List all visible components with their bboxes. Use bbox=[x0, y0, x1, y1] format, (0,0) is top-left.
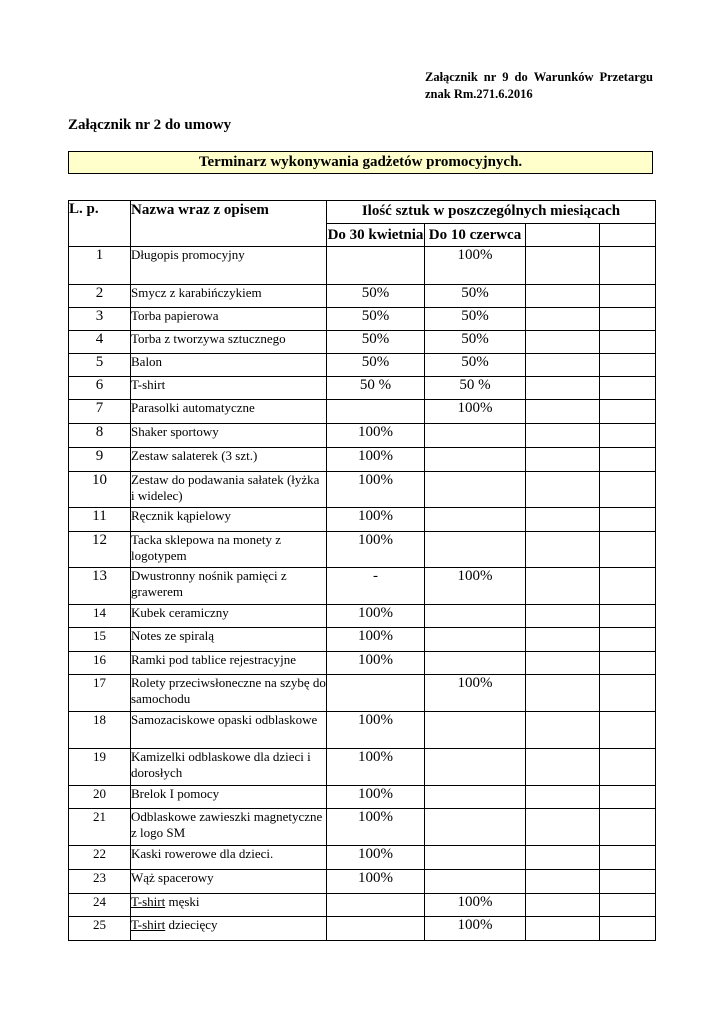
item-name: Wąż spacerowy bbox=[131, 870, 327, 894]
word: Załącznik bbox=[425, 70, 478, 84]
attachment-reference bbox=[425, 69, 653, 103]
table-row bbox=[69, 870, 656, 894]
month-1-value: 100% bbox=[327, 870, 425, 894]
item-name: Notes ze spiralą bbox=[131, 628, 327, 652]
item-name: Tacka sklepowa na monety z logotypem bbox=[131, 532, 327, 568]
month-1-value: 100% bbox=[327, 652, 425, 675]
month-1-value: 100% bbox=[327, 749, 425, 786]
table-row bbox=[69, 308, 656, 331]
month-2-value bbox=[425, 786, 526, 809]
month-1-value bbox=[327, 675, 425, 712]
empty-cell bbox=[526, 400, 600, 424]
table-row bbox=[69, 894, 656, 917]
item-name: Kamizelki odblaskowe dla dzieci i dorosłych bbox=[131, 749, 327, 786]
item-name: Shaker sportowy bbox=[131, 424, 327, 448]
month-1-value: 100% bbox=[327, 786, 425, 809]
month-1-value: 50% bbox=[327, 354, 425, 377]
table-row bbox=[69, 448, 656, 472]
month-2-value: 100% bbox=[425, 568, 526, 605]
row-number: 3 bbox=[69, 308, 131, 331]
month-2-value: 50 % bbox=[425, 377, 526, 400]
row-number: 21 bbox=[69, 809, 131, 846]
month-1-value: 100% bbox=[327, 472, 425, 508]
row-number: 2 bbox=[69, 285, 131, 308]
empty-cell bbox=[600, 749, 656, 786]
empty-cell bbox=[526, 568, 600, 605]
month-2-value bbox=[425, 472, 526, 508]
empty-cell bbox=[600, 568, 656, 605]
empty-cell bbox=[526, 675, 600, 712]
table-row bbox=[69, 472, 656, 508]
item-name: Rolety przeciwsłoneczne na szybę do samochodu bbox=[131, 675, 327, 712]
month-1-value bbox=[327, 400, 425, 424]
table-row bbox=[69, 675, 656, 712]
header-lp: L. p. bbox=[69, 201, 131, 247]
document-subtitle: Załącznik nr 2 do umowy bbox=[68, 117, 232, 133]
row-number: 19 bbox=[69, 749, 131, 786]
row-number: 9 bbox=[69, 448, 131, 472]
row-number: 23 bbox=[69, 870, 131, 894]
empty-cell bbox=[600, 424, 656, 448]
row-number: 11 bbox=[69, 508, 131, 532]
item-name: Parasolki automatyczne bbox=[131, 400, 327, 424]
month-2-value bbox=[425, 749, 526, 786]
header-month-2: Do 10 czerwca bbox=[425, 224, 526, 247]
row-number: 17 bbox=[69, 675, 131, 712]
empty-cell bbox=[600, 308, 656, 331]
row-number: 18 bbox=[69, 712, 131, 749]
item-name: Zestaw do podawania sałatek (łyżka i widelec) bbox=[131, 472, 327, 508]
month-2-value bbox=[425, 870, 526, 894]
empty-cell bbox=[600, 377, 656, 400]
empty-cell bbox=[526, 917, 600, 941]
table-row bbox=[69, 247, 656, 285]
month-1-value: 50% bbox=[327, 285, 425, 308]
table-row bbox=[69, 377, 656, 400]
row-number: 6 bbox=[69, 377, 131, 400]
table-row bbox=[69, 846, 656, 870]
table-row bbox=[69, 400, 656, 424]
empty-cell bbox=[600, 605, 656, 628]
empty-cell bbox=[600, 917, 656, 941]
empty-cell bbox=[600, 628, 656, 652]
empty-cell bbox=[526, 628, 600, 652]
table-row bbox=[69, 809, 656, 846]
month-2-value: 100% bbox=[425, 917, 526, 941]
item-name: Odblaskowe zawieszki magnetyczne z logo SM bbox=[131, 809, 327, 846]
item-name-underlined: T-shirt bbox=[131, 917, 166, 932]
empty-cell bbox=[526, 894, 600, 917]
month-1-value: 50% bbox=[327, 308, 425, 331]
empty-cell bbox=[526, 652, 600, 675]
empty-cell bbox=[526, 308, 600, 331]
month-2-value bbox=[425, 605, 526, 628]
empty-cell bbox=[600, 472, 656, 508]
item-name: Torba z tworzywa sztucznego bbox=[131, 331, 327, 354]
header-empty-1 bbox=[526, 224, 600, 247]
month-2-value bbox=[425, 628, 526, 652]
word: Warunków bbox=[533, 70, 594, 84]
empty-cell bbox=[526, 532, 600, 568]
header-month-1: Do 30 kwietnia bbox=[327, 224, 425, 247]
reference-number: znak Rm.271.6.2016 bbox=[425, 87, 533, 101]
empty-cell bbox=[526, 448, 600, 472]
empty-cell bbox=[600, 331, 656, 354]
month-1-value: 50% bbox=[327, 331, 425, 354]
empty-cell bbox=[526, 846, 600, 870]
header-name: Nazwa wraz z opisem bbox=[131, 201, 327, 247]
empty-cell bbox=[600, 809, 656, 846]
row-number: 7 bbox=[69, 400, 131, 424]
empty-cell bbox=[600, 652, 656, 675]
schedule-table bbox=[68, 200, 656, 941]
empty-cell bbox=[526, 377, 600, 400]
word: Przetargu bbox=[599, 70, 653, 84]
item-name: T-shirt bbox=[131, 377, 327, 400]
page-title: Terminarz wykonywania gadżetów promocyjnych. bbox=[68, 151, 653, 174]
month-1-value: 100% bbox=[327, 628, 425, 652]
row-number: 13 bbox=[69, 568, 131, 605]
row-number: 14 bbox=[69, 605, 131, 628]
empty-cell bbox=[600, 354, 656, 377]
item-name: Smycz z karabińczykiem bbox=[131, 285, 327, 308]
item-name: Balon bbox=[131, 354, 327, 377]
empty-cell bbox=[526, 786, 600, 809]
item-name-underlined: T-shirt bbox=[131, 894, 166, 909]
month-1-value: 100% bbox=[327, 424, 425, 448]
item-name: Dwustronny nośnik pamięci z grawerem bbox=[131, 568, 327, 605]
table-row bbox=[69, 652, 656, 675]
month-2-value: 50% bbox=[425, 285, 526, 308]
item-name-rest: dziecięcy bbox=[165, 917, 218, 932]
table-row bbox=[69, 786, 656, 809]
row-number: 16 bbox=[69, 652, 131, 675]
month-2-value: 50% bbox=[425, 354, 526, 377]
row-number: 24 bbox=[69, 894, 131, 917]
row-number: 12 bbox=[69, 532, 131, 568]
month-1-value bbox=[327, 894, 425, 917]
table-row bbox=[69, 568, 656, 605]
item-name: Długopis promocyjny bbox=[131, 247, 327, 285]
word: 9 bbox=[502, 70, 509, 84]
month-2-value bbox=[425, 712, 526, 749]
empty-cell bbox=[600, 400, 656, 424]
word: nr bbox=[483, 70, 497, 84]
attachment-line-1 bbox=[425, 69, 653, 86]
item-name: Samozaciskowe opaski odblaskowe bbox=[131, 712, 327, 749]
item-name: Zestaw salaterek (3 szt.) bbox=[131, 448, 327, 472]
empty-cell bbox=[600, 448, 656, 472]
table-row bbox=[69, 508, 656, 532]
item-name: Ręcznik kąpielowy bbox=[131, 508, 327, 532]
row-number: 25 bbox=[69, 917, 131, 941]
month-2-value: 100% bbox=[425, 894, 526, 917]
empty-cell bbox=[526, 749, 600, 786]
month-1-value: - bbox=[327, 568, 425, 605]
table-row bbox=[69, 424, 656, 448]
item-name bbox=[131, 894, 327, 917]
header-empty-2 bbox=[600, 224, 656, 247]
month-2-value bbox=[425, 424, 526, 448]
month-2-value: 100% bbox=[425, 247, 526, 285]
row-number: 1 bbox=[69, 247, 131, 285]
word: do bbox=[514, 70, 528, 84]
row-number: 15 bbox=[69, 628, 131, 652]
table-row bbox=[69, 532, 656, 568]
header-quantity: Ilość sztuk w poszczególnych miesiącach bbox=[327, 201, 656, 224]
empty-cell bbox=[600, 894, 656, 917]
table-row bbox=[69, 628, 656, 652]
month-2-value bbox=[425, 508, 526, 532]
empty-cell bbox=[600, 712, 656, 749]
month-1-value: 100% bbox=[327, 448, 425, 472]
row-number: 4 bbox=[69, 331, 131, 354]
item-name: Kubek ceramiczny bbox=[131, 605, 327, 628]
table-header-row bbox=[69, 201, 656, 224]
month-2-value bbox=[425, 846, 526, 870]
month-2-value bbox=[425, 448, 526, 472]
empty-cell bbox=[526, 285, 600, 308]
empty-cell bbox=[600, 675, 656, 712]
empty-cell bbox=[526, 508, 600, 532]
item-name bbox=[131, 917, 327, 941]
month-2-value: 50% bbox=[425, 331, 526, 354]
table-row bbox=[69, 749, 656, 786]
month-2-value bbox=[425, 809, 526, 846]
table-row bbox=[69, 285, 656, 308]
empty-cell bbox=[600, 846, 656, 870]
month-1-value bbox=[327, 917, 425, 941]
empty-cell bbox=[526, 809, 600, 846]
month-1-value: 100% bbox=[327, 712, 425, 749]
empty-cell bbox=[600, 285, 656, 308]
month-2-value: 100% bbox=[425, 400, 526, 424]
item-name: Ramki pod tablice rejestracyjne bbox=[131, 652, 327, 675]
empty-cell bbox=[526, 354, 600, 377]
month-2-value bbox=[425, 532, 526, 568]
empty-cell bbox=[600, 786, 656, 809]
table-row bbox=[69, 712, 656, 749]
table-row bbox=[69, 331, 656, 354]
empty-cell bbox=[526, 331, 600, 354]
row-number: 20 bbox=[69, 786, 131, 809]
item-name-rest: męski bbox=[165, 894, 200, 909]
month-1-value bbox=[327, 247, 425, 285]
table-row bbox=[69, 354, 656, 377]
month-1-value: 50 % bbox=[327, 377, 425, 400]
empty-cell bbox=[600, 532, 656, 568]
row-number: 22 bbox=[69, 846, 131, 870]
empty-cell bbox=[526, 247, 600, 285]
month-1-value: 100% bbox=[327, 508, 425, 532]
month-2-value bbox=[425, 652, 526, 675]
empty-cell bbox=[526, 605, 600, 628]
empty-cell bbox=[600, 508, 656, 532]
empty-cell bbox=[526, 472, 600, 508]
month-1-value: 100% bbox=[327, 809, 425, 846]
row-number: 8 bbox=[69, 424, 131, 448]
table-row bbox=[69, 605, 656, 628]
empty-cell bbox=[526, 712, 600, 749]
item-name: Kaski rowerowe dla dzieci. bbox=[131, 846, 327, 870]
item-name: Torba papierowa bbox=[131, 308, 327, 331]
month-1-value: 100% bbox=[327, 605, 425, 628]
row-number: 10 bbox=[69, 472, 131, 508]
item-name: Brelok I pomocy bbox=[131, 786, 327, 809]
month-2-value: 50% bbox=[425, 308, 526, 331]
empty-cell bbox=[600, 247, 656, 285]
empty-cell bbox=[526, 870, 600, 894]
empty-cell bbox=[600, 870, 656, 894]
empty-cell bbox=[526, 424, 600, 448]
month-2-value: 100% bbox=[425, 675, 526, 712]
month-1-value: 100% bbox=[327, 532, 425, 568]
table-row bbox=[69, 917, 656, 941]
row-number: 5 bbox=[69, 354, 131, 377]
month-1-value: 100% bbox=[327, 846, 425, 870]
